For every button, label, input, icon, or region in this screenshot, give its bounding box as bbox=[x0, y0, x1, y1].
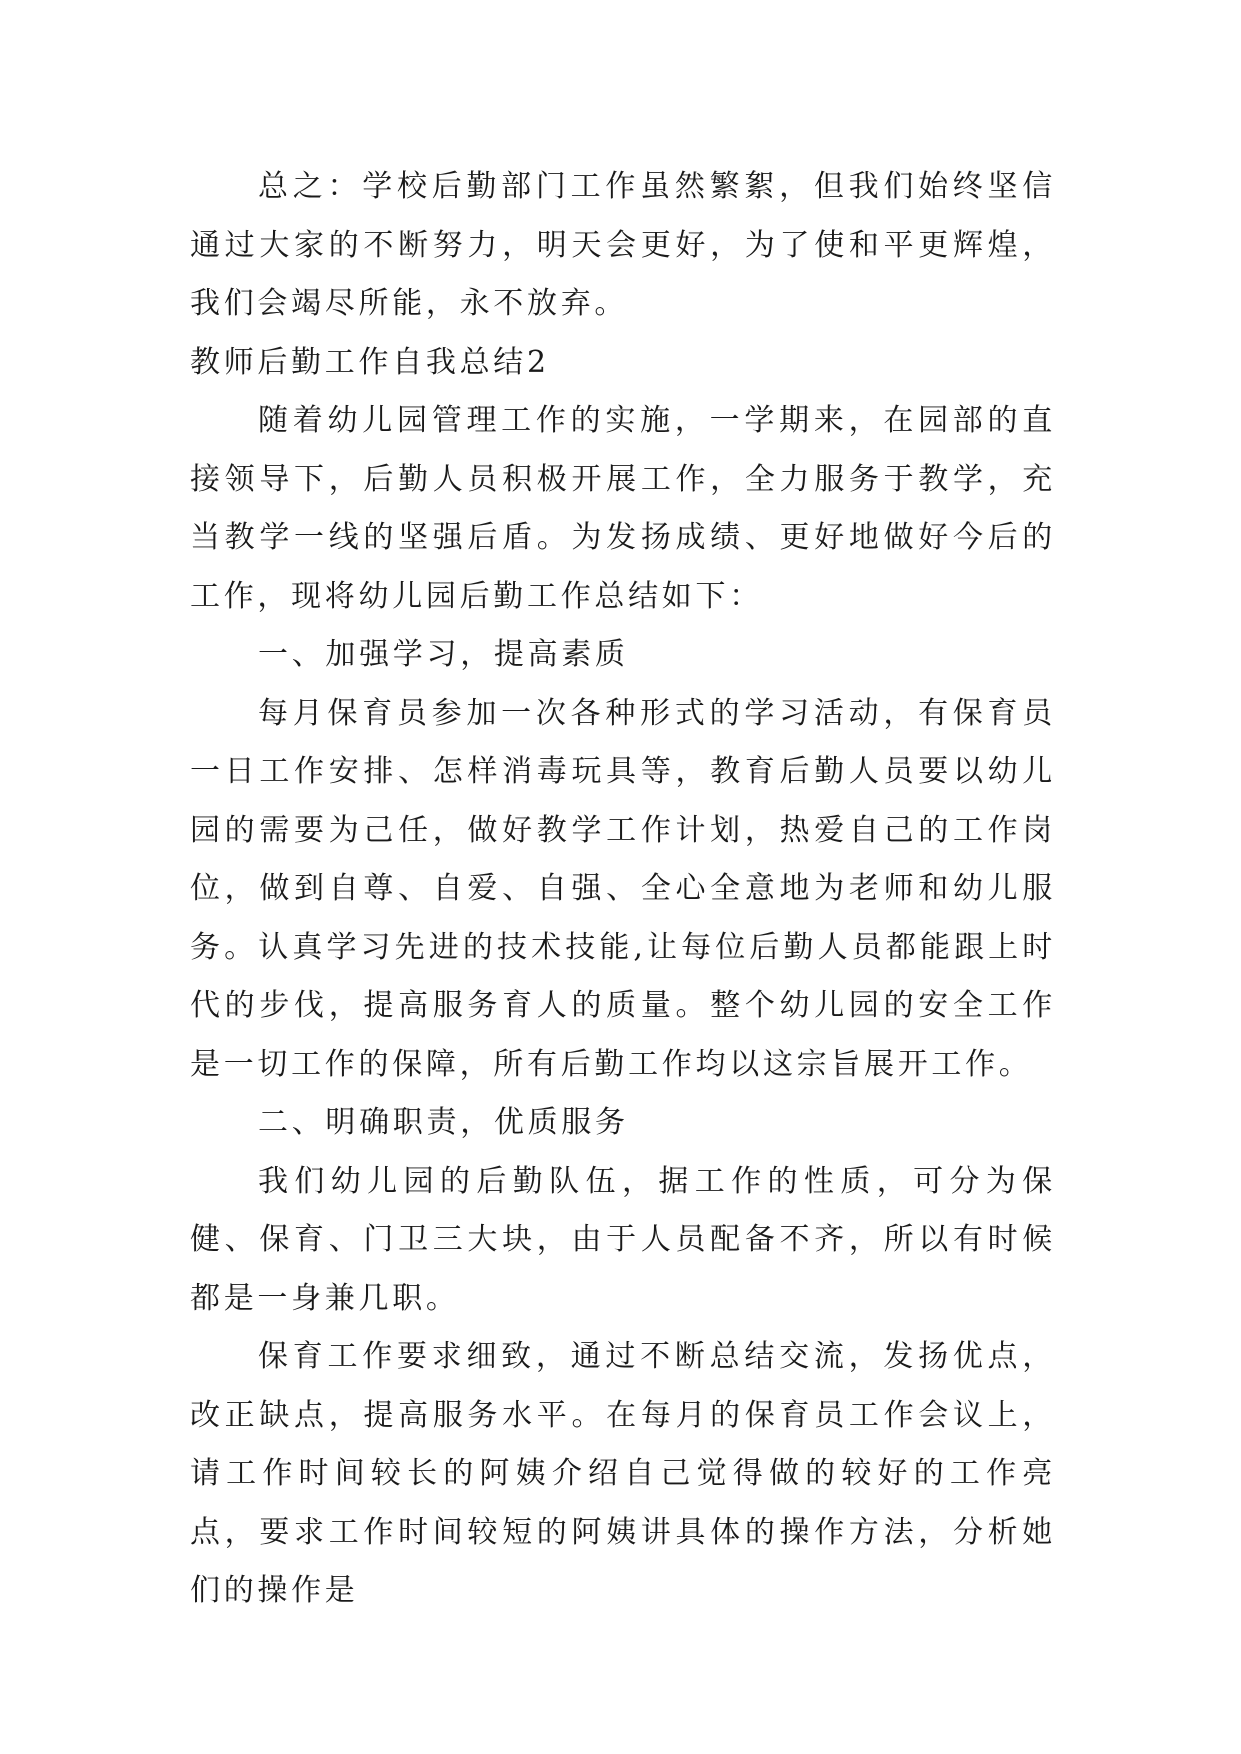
section-heading-1: 一、加强学习，提高素质 bbox=[258, 637, 629, 672]
paragraph-care-work: 保育工作要求细致，通过不断总结交流，发扬优点，改正缺点，提高服务水平。在每月的保育员工作会议上，请工作时间较长的阿姨介绍自己觉得做的较好的工作亮点，要求工作时间较短的阿姨讲具体的操作方法，分析她们的操作是 bbox=[190, 1339, 1056, 1608]
paragraph-study: 每月保育员参加一次各种形式的学习活动，有保育员一日工作安排、怎样消毒玩具等，教育后勤人员要以幼儿园的需要为己任，做好教学工作计划，热爱自己的工作岗位，做到自尊、自爱、自强、全心全意地为老师和幼儿服务。认真学习先进的技术技能,让每位后勤人员都能跟上时代的步伐，提高服务育人的质量。整个幼儿园的安全工作是一切工作的保障，所有后勤工作均以这宗旨展开工作。 bbox=[190, 695, 1056, 1082]
paragraph-intro: 随着幼儿园管理工作的实施，一学期来，在园部的直接领导下，后勤人员积极开展工作，全力服务于教学，充当教学一线的坚强后盾。为发扬成绩、更好地做好今后的工作，现将幼儿园后勤工作总结如下： bbox=[190, 403, 1056, 614]
document-title: 教师后勤工作自我总结2 bbox=[190, 344, 550, 380]
document-body bbox=[190, 158, 1056, 1621]
paragraph-team: 我们幼儿园的后勤队伍，据工作的性质，可分为保健、保育、门卫三大块，由于人员配备不齐，所以有时候都是一身兼几职。 bbox=[190, 1163, 1056, 1316]
paragraph-conclusion: 总之：学校后勤部门工作虽然繁絮，但我们始终坚信通过大家的不断努力，明天会更好，为了使和平更辉煌，我们会竭尽所能，永不放弃。 bbox=[190, 169, 1056, 321]
section-heading-2: 二、明确职责，优质服务 bbox=[258, 1105, 629, 1140]
